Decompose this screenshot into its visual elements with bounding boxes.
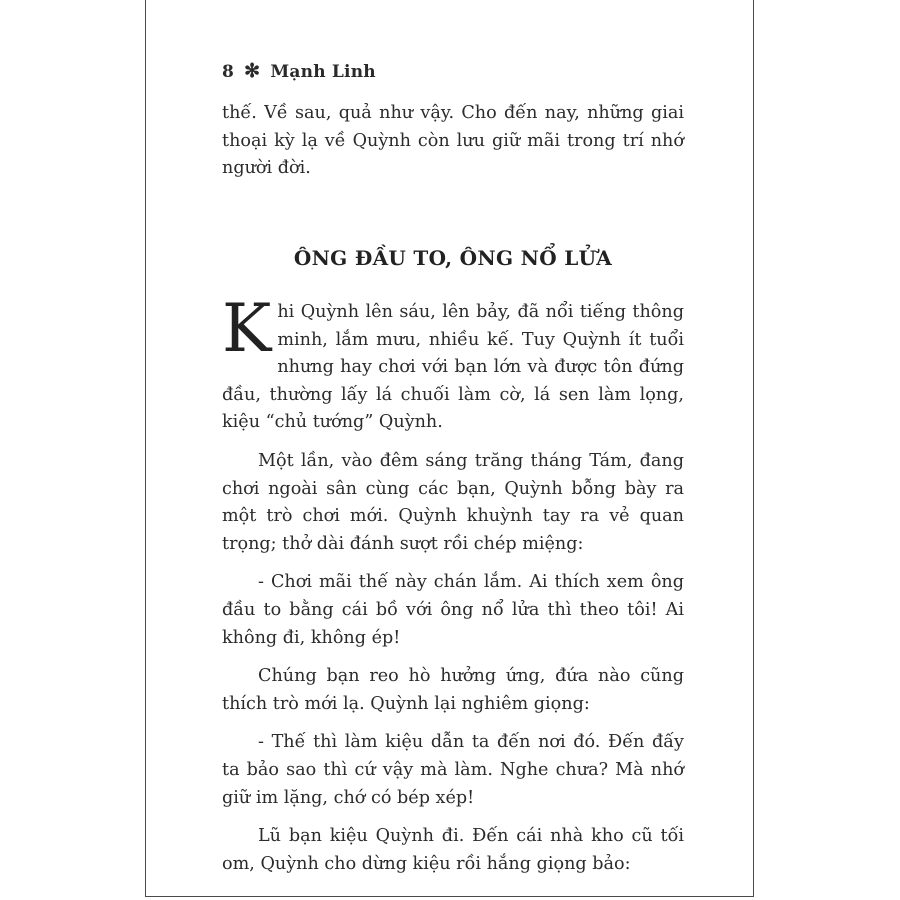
body-paragraph: Một lần, vào đêm sáng trăng tháng Tám, đang chơi ngoài sân cùng các bạn, Quỳnh bỗng bày ra một trò chơi mới. Quỳnh khuỳnh tay ra vẻ quan trọng; thở dài đánh sượt rồi chép miệng:: [222, 450, 684, 554]
body-paragraph: Chúng bạn reo hò hưởng ứng, đứa nào cũng thích trò mới lạ. Quỳnh lại nghiêm giọng:: [222, 666, 684, 714]
continued-paragraph: thế. Về sau, quả như vậy. Cho đến nay, những giai thoại kỳ lạ về Quỳnh còn lưu giữ mãi trong trí nhớ người đời.: [222, 103, 684, 179]
author-name: Mạnh Linh: [270, 62, 376, 82]
running-header: [222, 60, 376, 82]
body-paragraph: - Chơi mãi thế này chán lắm. Ai thích xem ông đầu to bằng cái bồ với ông nổ lửa thì theo tôi! Ai không đi, không ép!: [222, 572, 684, 648]
chapter-body: [222, 290, 684, 889]
continued-text-block: [222, 100, 684, 194]
chapter-title: ÔNG ĐẦU TO, ÔNG NỔ LỬA: [293, 246, 613, 270]
page-number: 8: [222, 62, 235, 82]
asterisk-ornament-icon: ✻: [244, 60, 261, 82]
body-paragraph: Lũ bạn kiệu Quỳnh đi. Đến cái nhà kho cũ tối om, Quỳnh cho dừng kiệu rồi hắng giọng bảo:: [222, 826, 684, 874]
first-paragraph-text: hi Quỳnh lên sáu, lên bảy, đã nổi tiếng thông minh, lắm mưu, nhiều kế. Tuy Quỳnh ít tuổi nhưng hay chơi với bạn lớn và được tôn đứng đầu, thường lấy lá chuối làm cờ, lá sen làm lọng, kiệu “chủ tướng” Quỳnh.: [222, 302, 684, 433]
first-paragraph: [222, 290, 684, 437]
drop-cap-letter: K: [222, 290, 272, 367]
body-paragraph: - Thế thì làm kiệu dẫn ta đến nơi đó. Đến đấy ta bảo sao thì cứ vậy mà làm. Nghe chưa? Mà nhớ giữ im lặng, chớ có bép xép!: [222, 732, 684, 808]
book-page: [145, 0, 754, 897]
